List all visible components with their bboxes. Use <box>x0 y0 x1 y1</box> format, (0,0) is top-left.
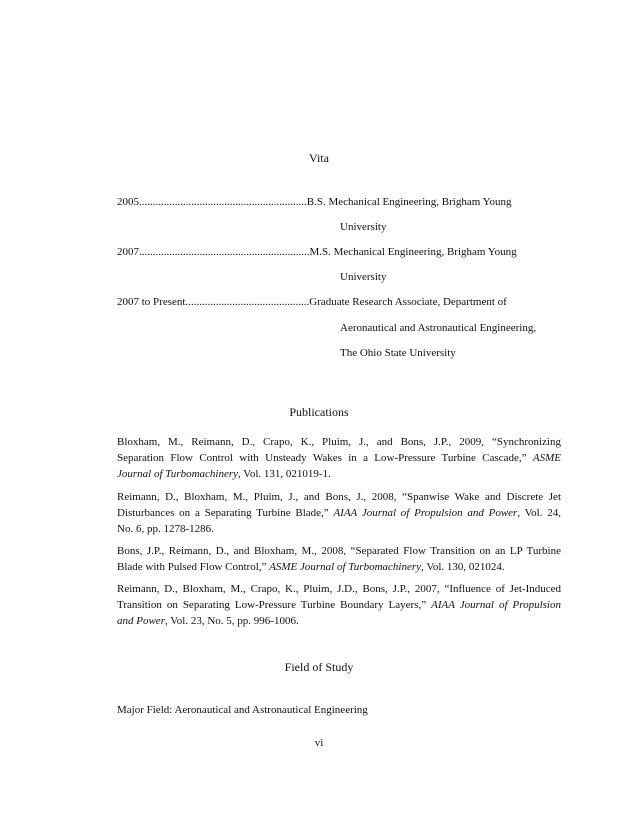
page-number: vi <box>314 737 324 749</box>
journal-name: and Power <box>117 615 165 627</box>
publications-heading: Publications <box>289 405 349 419</box>
publication-line <box>117 559 561 575</box>
publication-item <box>117 581 561 629</box>
vita-entry-2005 <box>117 196 537 208</box>
publication-text: , Vol. 131, 021019-1. <box>238 468 331 480</box>
publication-line <box>117 613 561 629</box>
vita-entry-position: Graduate Research Associate, Department of <box>309 296 507 308</box>
publication-item <box>117 434 561 482</box>
vita-entry-continuation: Aeronautical and Astronautical Engineering, <box>340 322 537 334</box>
publication-line: No. 6, pp. 1278-1286. <box>117 523 214 535</box>
vita-entry-continuation: University <box>340 221 387 233</box>
publication-line <box>117 466 561 482</box>
vita-heading: Vita <box>309 151 329 165</box>
major-field: Major Field: Aeronautical and Astronautical Engineering <box>117 704 368 716</box>
publication-text: Disturbances on a Separating Turbine Blade,” <box>117 507 334 519</box>
publication-line <box>117 450 561 466</box>
vita-entry-date: 2005............................................................. <box>117 196 307 208</box>
publication-text: , Vol. 23, No. 5, pp. 996-1006. <box>164 615 299 627</box>
field-of-study-heading: Field of Study <box>284 660 354 674</box>
vita-entry-2007-present <box>117 296 537 308</box>
journal-name: ASME <box>532 452 561 464</box>
publication-line: Reimann, D., Bloxham, M., Pluim, J., and Bons, J., 2008, “Spanwise Wake and Discrete Jet <box>117 491 561 503</box>
vita-entry-continuation: The Ohio State University <box>340 347 456 359</box>
publication-text: Transition on Separating Low-Pressure Turbine Boundary Layers,” <box>117 599 432 611</box>
publication-line: Bons, J.P., Reimann, D., and Bloxham, M., 2008, “Separated Flow Transition on an LP Turbine <box>117 545 561 557</box>
publication-line <box>117 597 561 613</box>
publication-line <box>117 505 561 521</box>
publication-text: , Vol. 130, 021024. <box>421 561 505 573</box>
publication-line: Reimann, D., Bloxham, M., Crapo, K., Pluim, J.D., Bons, J.P., 2007, “Influence of Jet-Induced <box>117 583 561 595</box>
publication-text: , Vol. 24, <box>517 507 561 519</box>
journal-name: Journal of Turbomachinery <box>117 468 238 480</box>
vita-entry-2007 <box>117 246 537 258</box>
vita-entry-degree: B.S. Mechanical Engineering, Brigham Young <box>306 196 512 208</box>
journal-name: AIAA Journal of Propulsion and Power <box>333 507 518 519</box>
vita-entry-date: 2007 to Present............................................. <box>117 296 310 308</box>
vita-entry-date: 2007.............................................................. <box>117 246 310 258</box>
publication-item <box>117 489 561 537</box>
vita-entry-degree: M.S. Mechanical Engineering, Brigham Young <box>309 246 517 258</box>
journal-name: ASME Journal of Turbomachinery <box>269 561 422 573</box>
journal-name: AIAA Journal of Propulsion <box>431 599 561 611</box>
publication-text: Separation Flow Control with Unsteady Wakes in a Low-Pressure Turbine Cascade,” <box>117 452 533 464</box>
publication-item <box>117 543 561 575</box>
publication-text: Blade with Pulsed Flow Control,” <box>117 561 270 573</box>
publication-line: Bloxham, M., Reimann, D., Crapo, K., Pluim, J., and Bons, J.P., 2009, “Synchronizing <box>117 436 561 448</box>
vita-entry-continuation: University <box>340 271 387 283</box>
